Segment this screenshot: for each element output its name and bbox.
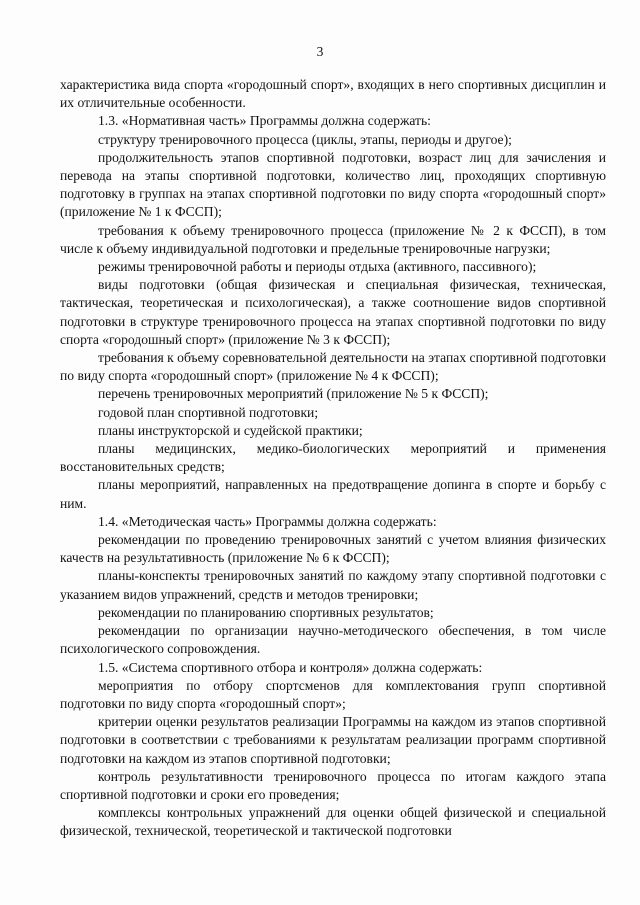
paragraph: комплексы контрольных упражнений для оценки общей физической и специальной физической, технической, теоретической и тактической подготовки <box>60 805 606 839</box>
section-heading-1-4: 1.4. «Методическая часть» Программы должна содержать: <box>98 513 437 529</box>
paragraph: требования к объему соревновательной деятельности на этапах спортивной подготовки по виду спорта «городошный спорт» (приложение № 4 к ФССП); <box>60 350 606 384</box>
paragraph: планы медицинских, медико-биологических мероприятий и применения восстановительных средств; <box>60 441 606 475</box>
paragraph: планы-конспекты тренировочных занятий по каждому этапу спортивной подготовки с указанием видов упражнений, средств и методов тренировки; <box>60 568 606 602</box>
paragraph: перечень тренировочных мероприятий (приложение № 5 к ФССП); <box>98 386 489 402</box>
document-body <box>60 76 606 841</box>
paragraph: мероприятия по отбору спортсменов для комплектования групп спортивной подготовки по виду спорта «городошный спорт»; <box>60 677 606 711</box>
section-heading-1-5: 1.5. «Система спортивного отбора и контроля» должна содержать: <box>98 659 483 675</box>
paragraph: критерии оценки результатов реализации Программы на каждом из этапов спортивной подготовки в соответствии с требованиями к результатам реализации программ спортивной подготовки на каждом из этапов спортивной подготовки; <box>60 714 606 766</box>
paragraph: рекомендации по планированию спортивных результатов; <box>98 604 434 620</box>
paragraph: планы мероприятий, направленных на предотвращение допинга в спорте и борьбу с ним. <box>60 477 606 511</box>
paragraph: планы инструкторской и судейской практики; <box>98 422 363 438</box>
page-number: 3 <box>316 44 324 59</box>
paragraph: продолжительность этапов спортивной подготовки, возраст лиц для зачисления и перевода на этапы спортивной подготовки, количество лиц, проходящих спортивную подготовку в группах на этапах спортивной подготовки по виду спорта «городошный спорт» (приложение № 1 к ФССП); <box>60 149 606 220</box>
paragraph: контроль результативности тренировочного процесса по итогам каждого этапа спортивной подготовки и сроки его проведения; <box>60 768 606 802</box>
paragraph: режимы тренировочной работы и периоды отдыха (активного, пассивного); <box>98 259 537 275</box>
paragraph: годовой план спортивной подготовки; <box>98 404 319 420</box>
paragraph: виды подготовки (общая физическая и специальная физическая, техническая, тактическая, теоретическая и психологическая), а также соотношение видов спортивной подготовки в структуре тренировочного процесса на этапах спортивной подготовки по виду спорта «городошный спорт» (приложение № 3 к ФССП); <box>60 277 606 347</box>
paragraph: рекомендации по организации научно-методического обеспечения, в том числе психологического сопровождения. <box>60 623 606 657</box>
paragraph: требования к объему тренировочного процесса (приложение № 2 к ФССП), в том числе к объему индивидуальной подготовки и предельные тренировочные нагрузки; <box>60 222 606 256</box>
paragraph: структуру тренировочного процесса (циклы, этапы, периоды и другое); <box>98 131 512 147</box>
section-heading-1-3: 1.3. «Нормативная часть» Программы должна содержать: <box>98 113 431 129</box>
paragraph: рекомендации по проведению тренировочных занятий с учетом влияния физических качеств на результативность (приложение № 6 к ФССП); <box>60 532 606 566</box>
paragraph: характеристика вида спорта «городошный спорт», входящих в него спортивных дисциплин и их отличительные особенности. <box>60 77 606 111</box>
